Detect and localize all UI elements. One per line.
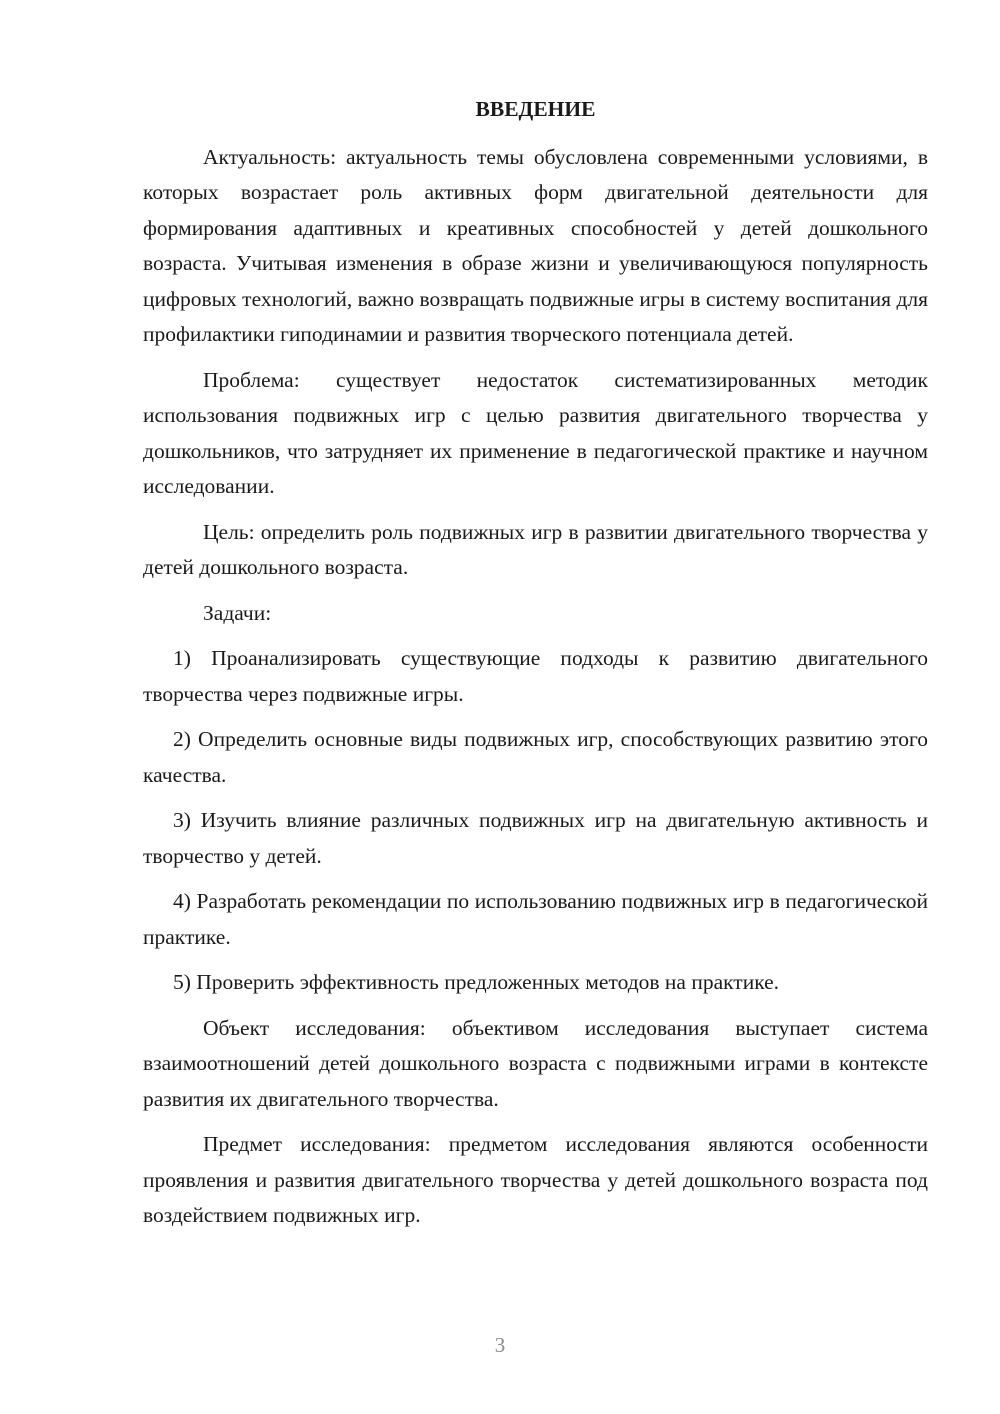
tasks-heading: Задачи:	[203, 600, 272, 625]
section-title: ВВЕДЕНИЕ	[475, 97, 596, 121]
subject-paragraph: Предмет исследования: предметом исследования являются особенности проявления и развития двигательного творчества у детей дошкольного возраста под воздействием подвижных игр.	[143, 1132, 928, 1227]
task-item: 5) Проверить эффективность предложенных методов на практике.	[173, 970, 780, 994]
goal-paragraph: Цель: определить роль подвижных игр в развитии двигательного творчества у детей дошкольного возраста.	[143, 519, 928, 579]
page-number: 3	[494, 1333, 506, 1357]
task-item: 2) Определить основные виды подвижных игр, способствующих развитию этого качества.	[143, 727, 928, 787]
page-content	[143, 92, 928, 1244]
task-item: 3) Изучить влияние различных подвижных игр на двигательную активность и творчество у детей.	[143, 808, 928, 868]
problem-paragraph: Проблема: существует недостаток систематизированных методик использования подвижных игр с целью развития двигательного творчества у дошкольников, что затрудняет их применение в педагогической практике и научном исследовании.	[143, 367, 928, 498]
relevance-paragraph: Актуальность: актуальность темы обусловлена современными условиями, в которых возрастает роль активных форм двигательной деятельности для формирования адаптивных и креативных способностей у детей дошкольного возраста. Учитывая изменения в образе жизни и увеличивающуюся популярность цифровых технологий, важно возвращать подвижные игры в систему воспитания для профилактики гиподинамии и развития творческого потенциала детей.	[143, 144, 928, 346]
task-item: 4) Разработать рекомендации по использованию подвижных игр в педагогической практике.	[143, 889, 928, 949]
object-paragraph: Объект исследования: объективом исследования выступает система взаимоотношений детей дошкольного возраста с подвижными играми в контексте развития их двигательного творчества.	[143, 1015, 928, 1111]
task-item: 1) Проанализировать существующие подходы к развитию двигательного творчества через подвижные игры.	[143, 646, 928, 706]
